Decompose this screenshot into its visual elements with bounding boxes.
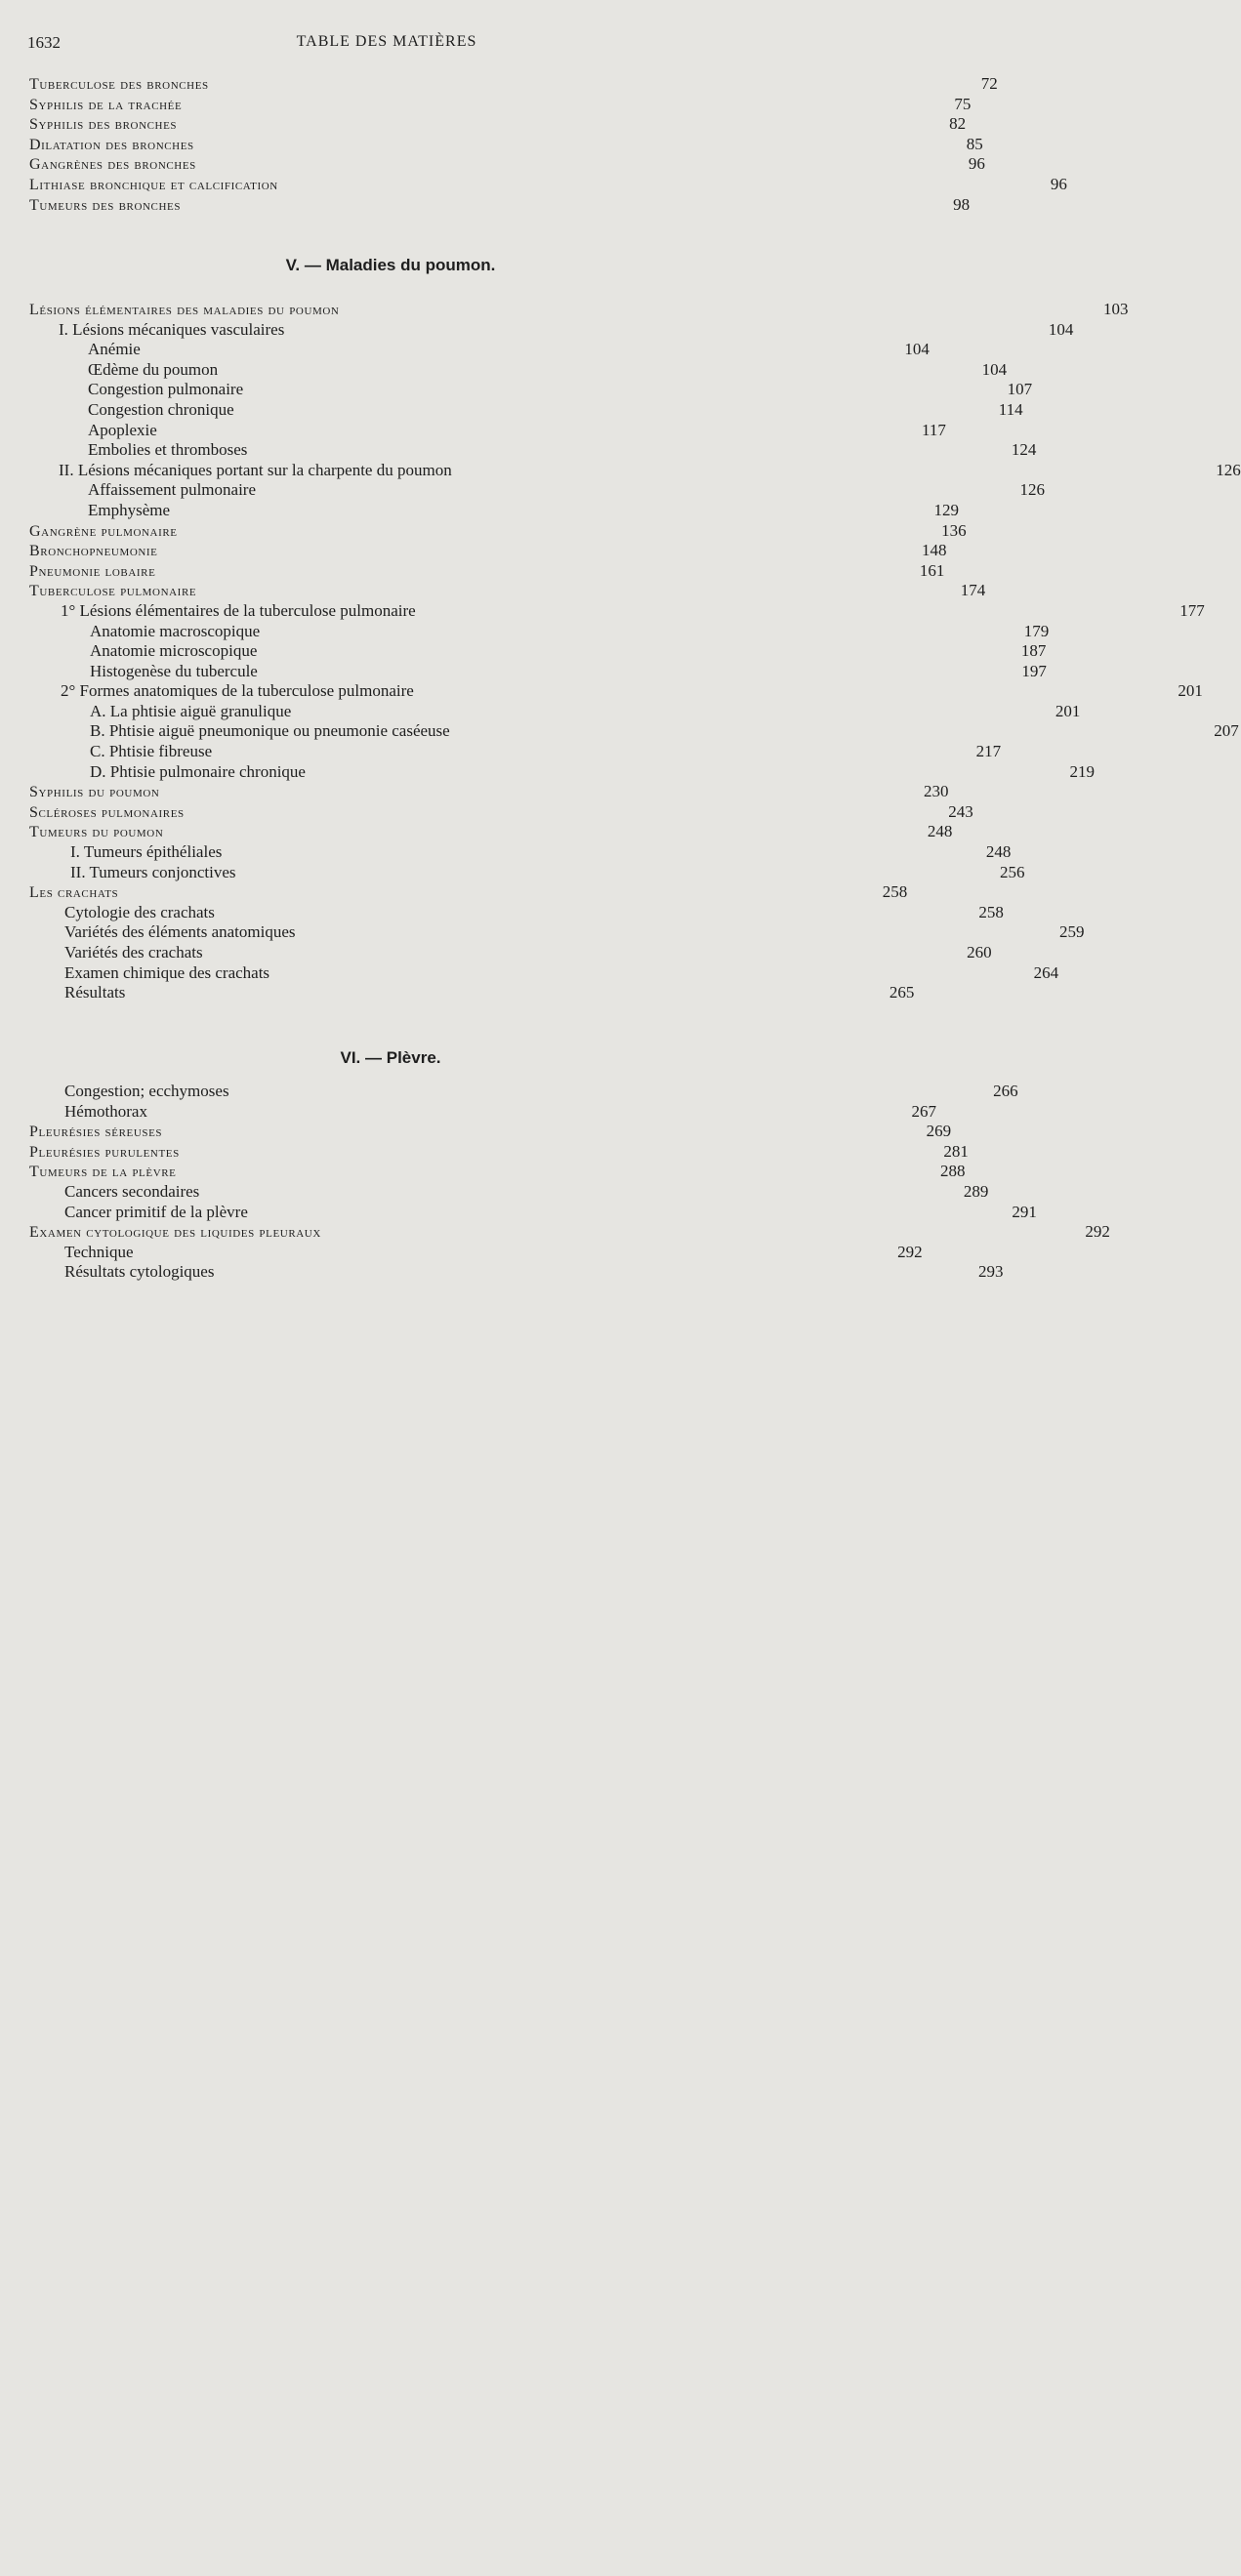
running-title: TABLE DES MATIÈRES: [296, 33, 477, 50]
toc-entry: [29, 1122, 952, 1142]
toc-entry-title: Bronchopneumonie: [29, 543, 158, 560]
toc-entry-page: 292: [1085, 1222, 1110, 1242]
toc-entry-title: Examen cytologique des liquides pleuraux: [29, 1224, 321, 1242]
toc-entry: [29, 983, 915, 1003]
toc-entry: [29, 822, 953, 842]
toc-entry-title: Œdème du poumon: [88, 359, 219, 379]
toc-entry: [29, 801, 973, 823]
toc-entry-page: 264: [1033, 962, 1059, 982]
toc-entry-title: Dilatation des bronches: [29, 136, 194, 153]
toc-entry-page: 179: [1023, 621, 1050, 640]
toc-entry: [29, 1202, 1037, 1223]
toc-entry-title: Anatomie macroscopique: [90, 621, 261, 640]
toc-entry-page: 98: [953, 194, 971, 214]
toc-entry-page: 293: [977, 1262, 1004, 1282]
toc-entry-page: 126: [1216, 460, 1241, 479]
toc-entry-title: C. Phtisie fibreuse: [90, 742, 213, 761]
toc-entry-title: Tumeurs du poumon: [29, 824, 164, 841]
toc-entry: [29, 560, 945, 582]
toc-entry-page: 126: [1019, 480, 1046, 500]
toc-entry-page: 103: [1102, 300, 1129, 318]
toc-entry-title: B. Phtisie aiguë pneumonique ou pneumonie caséeuse: [90, 721, 450, 741]
toc-entry-title: A. La phtisie aiguë granulique: [90, 701, 292, 720]
toc-entry-title: Pleurésies séreuses: [29, 1124, 163, 1141]
toc-entry-page: 265: [889, 983, 915, 1002]
toc-entry-title: Congestion chronique: [88, 399, 234, 419]
toc-entry-page: 177: [1179, 600, 1205, 620]
toc-entry-page: 248: [985, 842, 1012, 862]
toc-entry-page: 260: [967, 943, 992, 961]
toc-entry-title: Scléroses pulmonaires: [29, 803, 185, 821]
toc-entry-title: Histogenèse du tubercule: [90, 661, 258, 680]
toc-entry-page: 219: [1069, 761, 1095, 781]
toc-entry-title: Résultats: [64, 983, 126, 1002]
toc-entry-title: Pleurésies purulentes: [29, 1143, 180, 1161]
toc-entry: [29, 134, 983, 155]
toc-entry-page: 267: [911, 1101, 936, 1121]
toc-entry-page: 187: [1020, 641, 1047, 661]
toc-entry-page: 207: [1214, 721, 1239, 741]
toc-entry: [29, 399, 1023, 421]
toc-entry-title: Apoplexie: [88, 420, 157, 439]
toc-entry: [29, 380, 1033, 400]
toc-entry-title: 1° Lésions élémentaires de la tuberculose pulmonaire: [61, 600, 416, 620]
toc-entry-page: 281: [943, 1141, 969, 1161]
toc-entry-page: 104: [904, 340, 930, 359]
toc-entry-title: Technique: [64, 1242, 134, 1261]
toc-entry-title: Variétés des éléments anatomiques: [64, 922, 296, 942]
toc-entry: [29, 114, 967, 135]
toc-entry: [29, 94, 972, 115]
toc-entry-page: 230: [923, 782, 949, 801]
toc-entry-title: Cancers secondaires: [64, 1181, 200, 1201]
toc-entry: [29, 74, 998, 95]
toc-entry-title: II. Tumeurs conjonctives: [70, 862, 236, 881]
toc-entry-page: 269: [926, 1122, 952, 1141]
toc-entry: [29, 701, 1081, 722]
toc-entry: [29, 782, 949, 802]
toc-entry: [29, 541, 947, 561]
toc-entry: [29, 1222, 1110, 1243]
toc-entry-title: Lithiase bronchique et calcification: [29, 176, 278, 193]
toc-entry-title: Syphilis des bronches: [29, 116, 178, 134]
toc-entry-page: 266: [993, 1082, 1018, 1100]
toc-entry-title: Résultats cytologiques: [64, 1262, 215, 1282]
toc-entry: [29, 340, 930, 360]
toc-entry-title: Cytologie des crachats: [64, 902, 215, 921]
toc-entry-title: Tumeurs des bronches: [29, 196, 182, 214]
toc-entry: [29, 882, 908, 903]
toc-entry: [29, 1262, 1004, 1283]
toc-entry-page: 248: [927, 822, 953, 841]
toc-entry: [29, 1141, 969, 1163]
toc-entry-title: Syphilis du poumon: [29, 784, 160, 801]
toc-entry-title: Congestion; ecchymoses: [64, 1082, 229, 1100]
toc-entry: [29, 194, 971, 216]
toc-entry: [29, 520, 967, 542]
toc-entry: [29, 319, 1074, 341]
toc-group-poumon: [29, 300, 1241, 1003]
toc-entry: [29, 842, 1012, 863]
toc-entry: [29, 1242, 923, 1263]
toc-entry-title: Anémie: [88, 340, 141, 359]
toc-entry: [29, 1101, 936, 1123]
toc-entry: [29, 661, 1047, 682]
toc-entry-page: 292: [897, 1242, 923, 1261]
toc-entry-page: 136: [941, 520, 967, 540]
toc-entry: [29, 300, 1129, 320]
toc-entry-page: 107: [1007, 380, 1033, 399]
toc-entry-title: 2° Formes anatomiques de la tuberculose pulmonaire: [61, 681, 414, 701]
toc-entry-page: 104: [981, 359, 1008, 379]
toc-entry-page: 72: [980, 74, 998, 93]
toc-entry-page: 258: [978, 902, 1004, 921]
toc-entry: [29, 154, 985, 175]
toc-entry-title: D. Phtisie pulmonaire chronique: [90, 761, 306, 781]
toc-entry-page: 96: [1050, 174, 1067, 193]
toc-entry-page: 288: [940, 1162, 966, 1181]
toc-entry-page: 129: [933, 500, 960, 519]
toc-entry: [29, 359, 1008, 381]
toc-entry-page: 256: [1000, 862, 1025, 881]
toc-entry-page: 85: [966, 134, 983, 153]
toc-entry-title: Affaissement pulmonaire: [88, 480, 257, 500]
toc-entry-page: 201: [1055, 701, 1081, 720]
section-heading-plevre: VI. — Plèvre.: [340, 1048, 441, 1067]
toc-entry-title: Gangrènes des bronches: [29, 156, 196, 174]
toc-entry-title: I. Lésions mécaniques vasculaires: [59, 319, 285, 339]
toc-entry-page: 104: [1048, 319, 1074, 339]
toc-entry-title: Tuberculose pulmonaire: [29, 583, 197, 600]
toc-entry-title: Examen chimique des crachats: [64, 962, 270, 982]
toc-entry-page: 148: [922, 541, 947, 560]
toc-entry: [29, 420, 946, 441]
toc-entry-title: Embolies et thromboses: [88, 440, 248, 460]
toc-entry-page: 124: [1011, 440, 1037, 460]
toc-entry-title: Tumeurs de la plèvre: [29, 1164, 177, 1181]
toc-entry-page: 114: [998, 399, 1023, 419]
toc-entry: [29, 581, 986, 601]
toc-entry-page: 243: [948, 801, 973, 821]
toc-entry-title: Variétés des crachats: [64, 943, 203, 961]
toc-entry-title: Gangrène pulmonaire: [29, 522, 178, 540]
toc-entry-page: 258: [882, 882, 908, 902]
toc-entry-title: Hémothorax: [64, 1101, 147, 1121]
toc-entry-page: 289: [963, 1181, 989, 1201]
toc-entry: [29, 1181, 989, 1203]
toc-entry-title: Pneumonie lobaire: [29, 562, 156, 580]
toc-entry: [29, 174, 1067, 195]
toc-entry: [29, 742, 1002, 762]
toc-entry-title: Cancer primitif de la plèvre: [64, 1202, 248, 1221]
toc-entry-title: Congestion pulmonaire: [88, 380, 244, 399]
toc-group-plevre: [29, 1082, 1110, 1283]
toc-entry-page: 75: [954, 94, 972, 113]
toc-entry-title: Tuberculose des bronches: [29, 76, 209, 93]
toc-group-bronches: [29, 74, 1067, 215]
toc-entry-page: 174: [960, 581, 986, 600]
page-number: 1632: [27, 33, 61, 52]
toc-entry-title: Anatomie microscopique: [90, 641, 258, 661]
toc-entry-page: 197: [1021, 661, 1047, 680]
toc-entry-page: 117: [921, 420, 946, 439]
toc-entry: [29, 862, 1025, 883]
toc-entry-page: 161: [919, 560, 945, 580]
toc-entry-title: Lésions élémentaires des maladies du poumon: [29, 302, 340, 318]
toc-entry-title: Emphysème: [88, 500, 171, 519]
toc-entry: [29, 500, 960, 521]
toc-entry: [29, 621, 1050, 642]
toc-entry-title: Les crachats: [29, 884, 119, 902]
toc-entry: [29, 1162, 966, 1182]
toc-entry-page: 201: [1178, 681, 1203, 701]
toc-entry-page: 96: [968, 154, 985, 174]
toc-entry-title: Syphilis de la trachée: [29, 96, 183, 113]
toc-entry-title: I. Tumeurs épithéliales: [70, 842, 223, 862]
toc-entry: [29, 761, 1095, 783]
toc-entry: [29, 641, 1047, 662]
toc-entry: [29, 440, 1037, 461]
toc-entry: [29, 480, 1046, 501]
page-header: [27, 33, 746, 57]
toc-entry-title: II. Lésions mécaniques portant sur la charpente du poumon: [59, 460, 452, 479]
toc-entry-page: 291: [1012, 1202, 1037, 1221]
toc-entry-page: 259: [1059, 922, 1085, 942]
toc-entry-page: 217: [975, 742, 1002, 761]
section-heading-poumon: V. — Maladies du poumon.: [285, 256, 496, 274]
toc-entry-page: 82: [949, 114, 967, 134]
toc-entry: [29, 1082, 1018, 1102]
